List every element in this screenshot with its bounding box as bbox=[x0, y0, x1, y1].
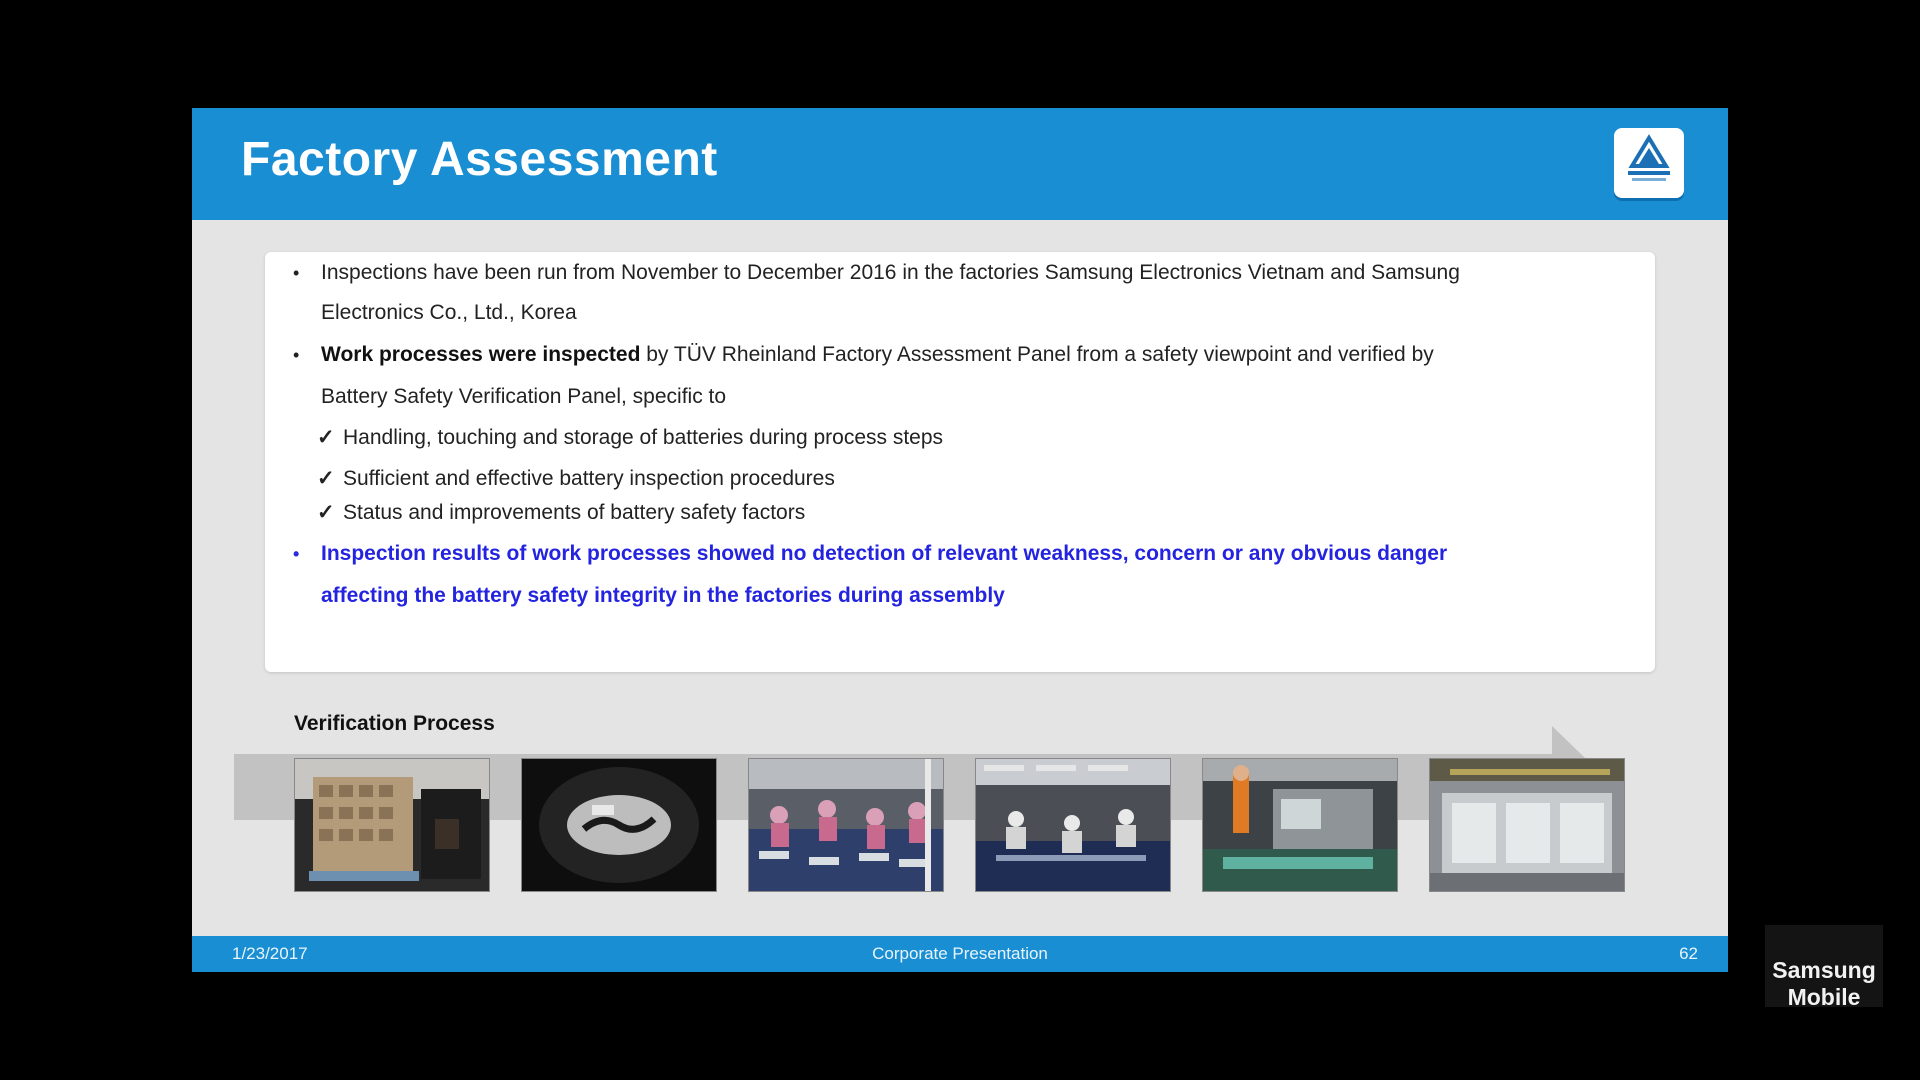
checkmark-icon: ✓ bbox=[317, 467, 335, 490]
bullet-text: Inspections have been run from November to December 2016 in the factories Samsung Electronics Vietnam and Samsung bbox=[321, 261, 1460, 284]
bullet-inspection-results bbox=[293, 539, 1641, 569]
slide-title: Factory Assessment bbox=[241, 133, 718, 186]
slide-header bbox=[192, 108, 1728, 220]
footer-page-number: 62 bbox=[1679, 944, 1698, 963]
tuv-logo-icon bbox=[1614, 128, 1684, 198]
footer-title: Corporate Presentation bbox=[872, 944, 1048, 963]
bullet-dot-icon: • bbox=[293, 263, 300, 283]
check-item bbox=[317, 423, 1637, 453]
content-box bbox=[265, 252, 1655, 672]
footer-date: 1/23/2017 bbox=[232, 944, 308, 963]
bullet-work-processes bbox=[293, 340, 1641, 370]
highlight-text: affecting the battery safety integrity in the factories during assembly bbox=[321, 584, 1005, 607]
watermark-line2: Mobile bbox=[1787, 984, 1861, 1010]
watermark-line1: Samsung bbox=[1772, 957, 1876, 983]
bullet-text: Electronics Co., Ltd., Korea bbox=[321, 301, 577, 324]
check-item bbox=[317, 498, 1637, 528]
presentation-slide bbox=[192, 108, 1728, 972]
bullet-continuation bbox=[321, 298, 1641, 328]
assembly-line-workers-photo bbox=[748, 758, 944, 892]
bullet-continuation bbox=[321, 382, 1641, 412]
samsung-mobile-watermark bbox=[1765, 925, 1883, 1010]
bullet-inspections bbox=[293, 258, 1641, 288]
bullet-text: Battery Safety Verification Panel, specific to bbox=[321, 385, 727, 408]
verification-process-label: Verification Process bbox=[294, 712, 495, 735]
battery-closeup-photo bbox=[521, 758, 717, 892]
checkmark-icon: ✓ bbox=[317, 426, 335, 449]
inspection-machinery-photo bbox=[1202, 758, 1398, 892]
production-floor-photo bbox=[975, 758, 1171, 892]
check-item bbox=[317, 464, 1637, 494]
check-item-text: Sufficient and effective battery inspection procedures bbox=[343, 467, 835, 490]
check-item-text: Status and improvements of battery safety factors bbox=[343, 501, 806, 524]
battery-pallet-photo bbox=[294, 758, 490, 892]
bullet-dot-icon: • bbox=[293, 345, 300, 365]
bullet-bold-text: Work processes were inspected bbox=[321, 343, 641, 366]
check-item-text: Handling, touching and storage of batteries during process steps bbox=[343, 426, 944, 449]
bullet-dot-icon: • bbox=[293, 544, 300, 564]
warehouse-storage-photo bbox=[1429, 758, 1625, 892]
checkmark-icon: ✓ bbox=[317, 501, 335, 524]
bullet-continuation bbox=[321, 581, 1641, 611]
bullet-text: by TÜV Rheinland Factory Assessment Panel from a safety viewpoint and verified by bbox=[640, 343, 1434, 366]
slide-footer bbox=[192, 936, 1728, 972]
highlight-text: Inspection results of work processes showed no detection of relevant weakness, concern or any obvious danger bbox=[321, 542, 1448, 565]
